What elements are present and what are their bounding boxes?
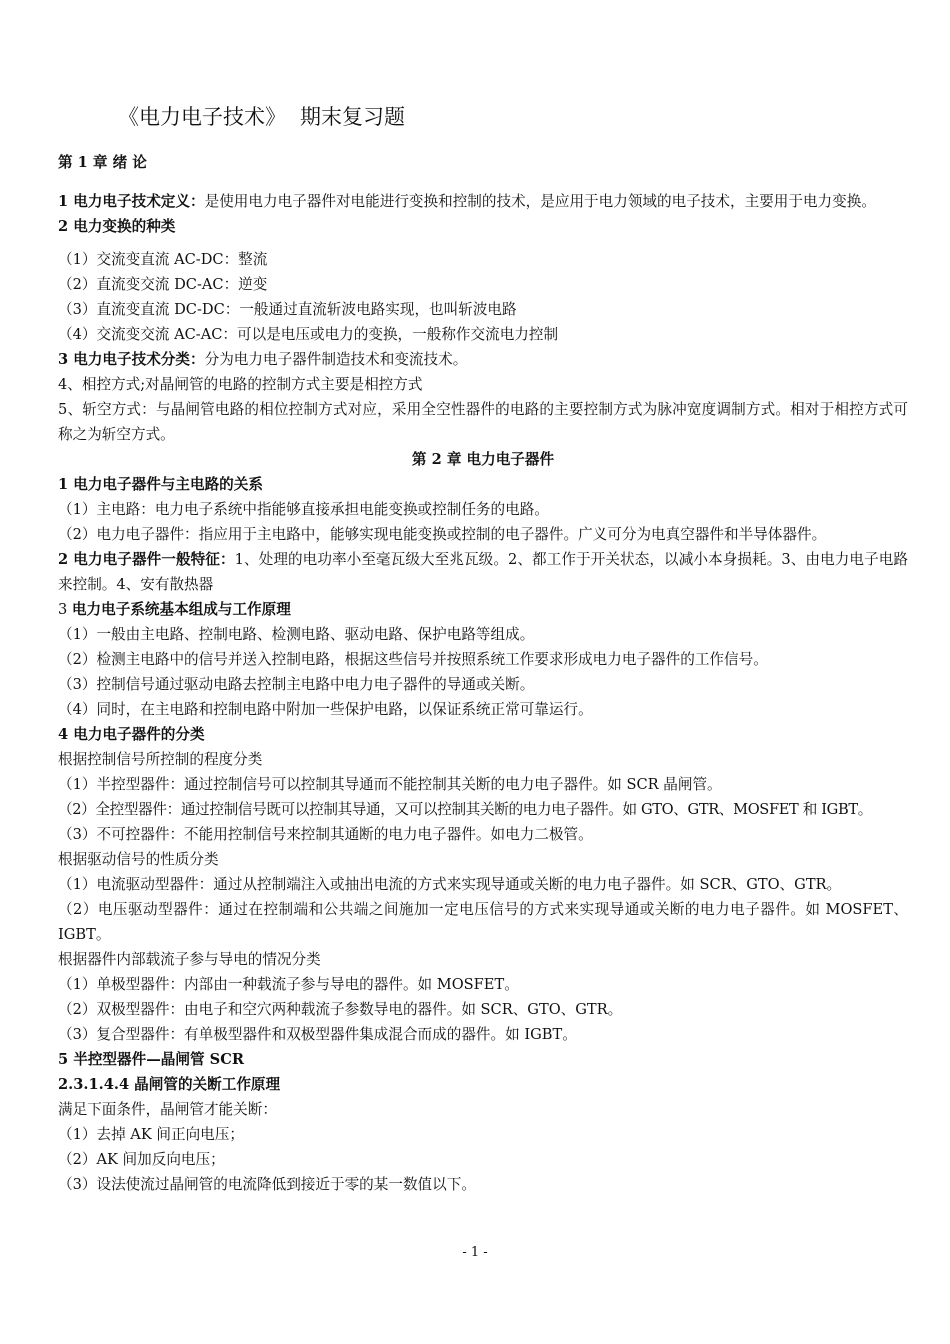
document-title: [118, 103, 405, 131]
ch2-s3-line: （4）同时，在主电路和控制电路中附加一些保护电路，以保证系统正常可靠运行。: [58, 701, 593, 718]
ch2-s5-intro: 满足下面条件，晶闸管才能关断：: [58, 1101, 277, 1118]
ch2-s1-line: （2）电力电子器件：指应用于主电路中，能够实现电能变换或控制的电子器件。广义可分为电真空器件和半导体器件。: [58, 526, 827, 543]
ch2-s4-g3-heading: 根据器件内部载流子参与导电的情况分类: [58, 951, 321, 968]
ch2-s5-line: （3）设法使流过晶闸管的电流降低到接近于零的某一数值以下。: [58, 1176, 476, 1193]
ch2-s4-g2-heading: 根据驱动信号的性质分类: [58, 851, 219, 868]
ch1-item-4: 4、相控方式;对晶闸管的电路的控制方式主要是相控方式: [58, 376, 423, 393]
ch2-s4-g1-line: （1）半控型器件：通过控制信号可以控制其导通而不能控制其关断的电力电子器件。如 SCR 晶闸管。: [58, 776, 722, 793]
ch2-s3-label: 电力电子系统基本组成与工作原理: [71, 601, 291, 618]
ch2-s2-text: 1、处理的电功率小至毫瓦级大至兆瓦级。2、都工作于开关状态，以减小本身损耗。3、由电力电子电路来控制。4、安有散热器: [58, 551, 908, 593]
ch2-s5-label: 5 半控型器件—晶闸管 SCR: [58, 1051, 244, 1068]
ch1-item-2-label: 2 电力变换的种类: [58, 218, 176, 235]
ch1-item-1-label: 1 电力电子技术定义：: [58, 193, 205, 210]
ch2-s3-line: （2）检测主电路中的信号并送入控制电路，根据这些信号并按照系统工作要求形成电力电子器件的工作信号。: [58, 651, 768, 668]
page-number: - 1 -: [462, 1245, 488, 1260]
ch1-item-1-text: 是使用电力电子器件对电能进行变换和控制的技术，是应用于电力领域的电子技术，主要用于电力变换。: [204, 193, 876, 210]
ch1-item-1: [58, 189, 908, 214]
ch1-item-3: [58, 347, 908, 372]
ch2-s4-g1-line: （3）不可控器件：不能用控制信号来控制其通断的电力电子器件。如电力二极管。: [58, 826, 593, 843]
ch2-s4-g2-line: （1）电流驱动型器件：通过从控制端注入或抽出电流的方式来实现导通或关断的电力电子器件。如 SCR、GTO、GTR。: [58, 876, 842, 893]
ch1-item-5: 5、斩空方式：与晶闸管电路的相位控制方式对应，采用全空性器件的电路的主要控制方式为脉冲宽度调制方式。相对于相控方式可称之为斩空方式。: [58, 401, 908, 443]
ch1-item-2-line: （2）直流变交流 DC-AC：逆变: [58, 276, 268, 293]
ch1-item-2-line: （3）直流变直流 DC-DC：一般通过直流斩波电路实现，也叫斩波电路: [58, 301, 517, 318]
ch2-s3-line: （3）控制信号通过驱动电路去控制主电路中电力电子器件的导通或关断。: [58, 676, 535, 693]
ch2-s4-g1-heading: 根据控制信号所控制的程度分类: [58, 751, 263, 768]
ch2-s2: [58, 547, 908, 597]
ch1-item-2-line: （4）交流变交流 AC-AC：可以是电压或电力的变换，一般称作交流电力控制: [58, 326, 559, 343]
ch2-s5-line: （1）去掉 AK 间正向电压；: [58, 1126, 244, 1143]
ch2-s4-g3-line: （3）复合型器件：有单极型器件和双极型器件集成混合而成的器件。如 IGBT。: [58, 1026, 577, 1043]
ch1-item-3-text: 分为电力电子器件制造技术和变流技术。: [204, 351, 468, 368]
ch2-s5-sub-label: 2.3.1.4.4 晶闸管的关断工作原理: [58, 1076, 281, 1093]
ch2-s3-heading: [58, 597, 908, 622]
document-body: [58, 150, 908, 1197]
ch2-s3-line: （1）一般由主电路、控制电路、检测电路、驱动电路、保护电路等组成。: [58, 626, 535, 643]
ch2-s4-g3-line: （2）双极型器件：由电子和空穴两种载流子参数导电的器件。如 SCR、GTO、GTR。: [58, 1001, 623, 1018]
ch1-item-3-label: 3 电力电子技术分类：: [58, 351, 205, 368]
title-main: 《电力电子技术》: [118, 105, 286, 129]
ch2-s3-num: 3: [58, 601, 72, 618]
chapter-1-heading: 第 1 章 绪 论: [58, 154, 147, 171]
ch2-s4-g1-line: （2）全控型器件：通过控制信号既可以控制其导通，又可以控制其关断的电力电子器件。如 GTO、GTR、MOSFET 和 IGBT。: [58, 801, 872, 818]
ch2-s4-g2-line: （2）电压驱动型器件：通过在控制端和公共端之间施加一定电压信号的方式来实现导通或关断的电力电子器件。如 MOSFET、IGBT。: [58, 901, 908, 943]
ch2-s4-label: 4 电力电子器件的分类: [58, 726, 205, 743]
title-sub: 期末复习题: [300, 105, 405, 129]
ch2-s4-g3-line: （1）单极型器件：内部由一种载流子参与导电的器件。如 MOSFET。: [58, 976, 519, 993]
chapter-2-heading: 第 2 章 电力电子器件: [411, 451, 555, 468]
ch2-s5-line: （2）AK 间加反向电压；: [58, 1151, 225, 1168]
ch2-s2-label: 2 电力电子器件一般特征：: [58, 551, 235, 568]
ch2-s1-label: 1 电力电子器件与主电路的关系: [58, 476, 263, 493]
ch2-s1-line: （1）主电路：电力电子系统中指能够直接承担电能变换或控制任务的电路。: [58, 501, 549, 518]
ch1-item-2-line: （1）交流变直流 AC-DC：整流: [58, 251, 268, 268]
